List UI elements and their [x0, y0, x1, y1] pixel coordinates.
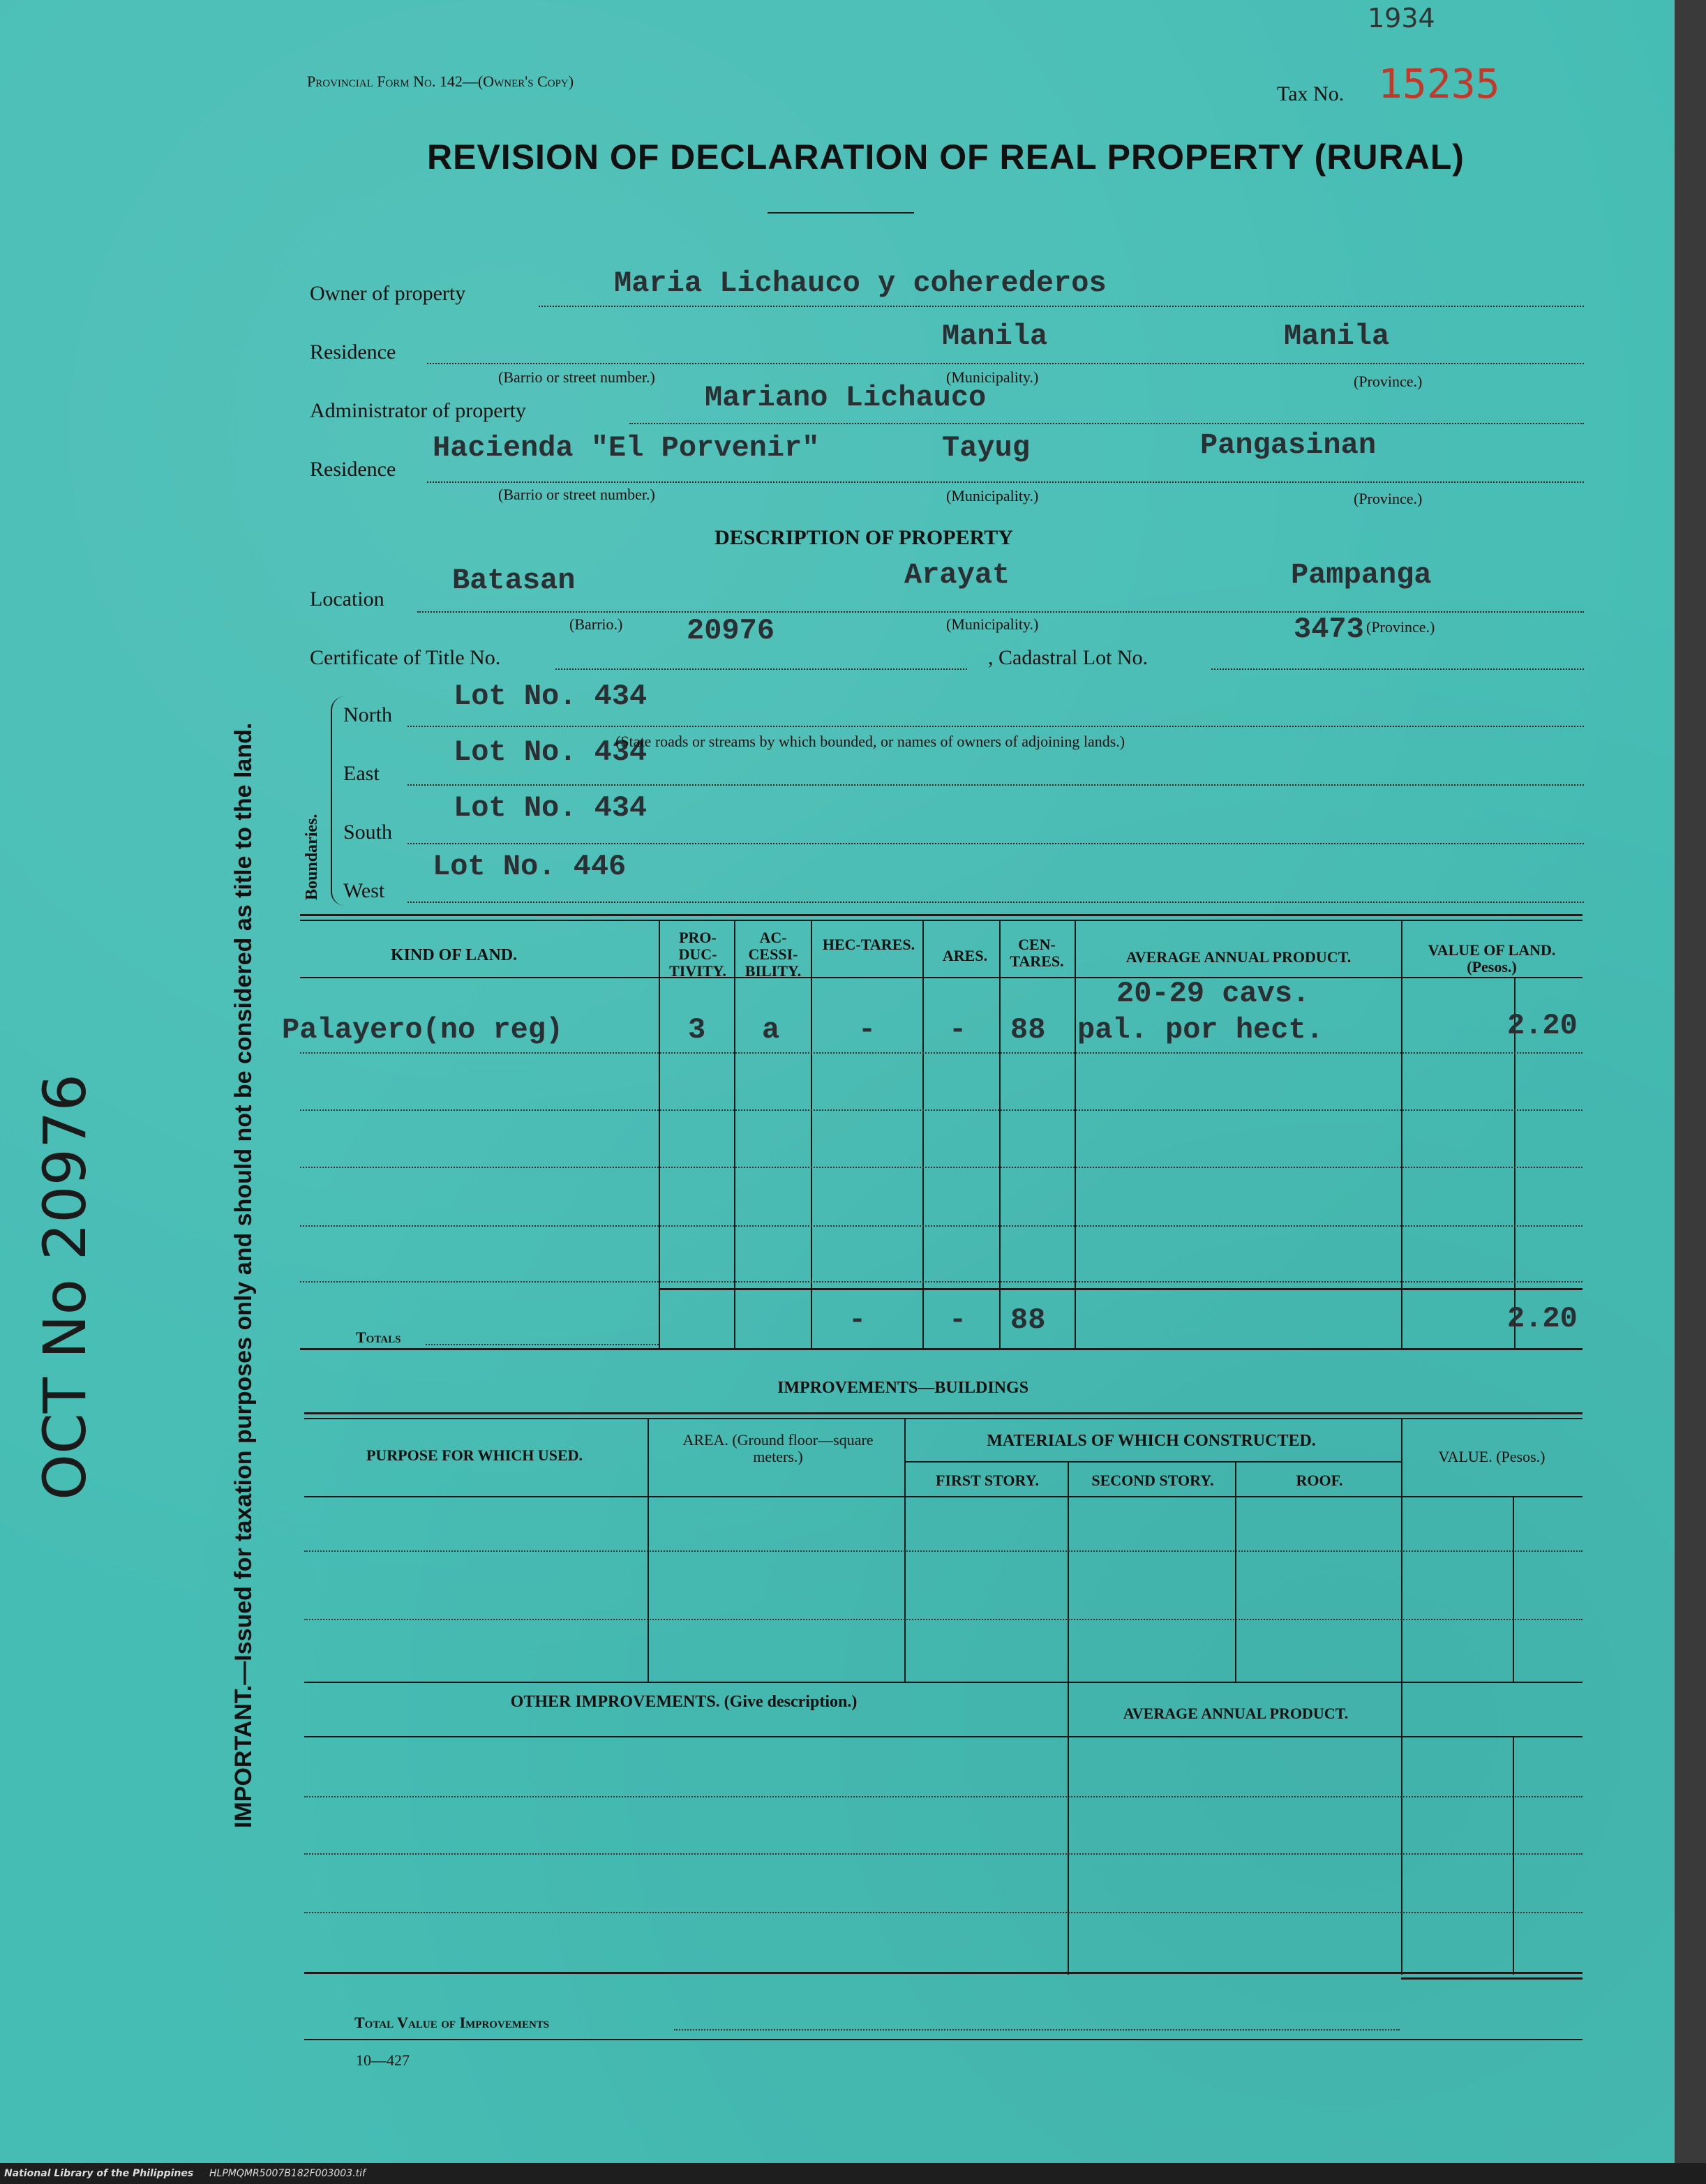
hectares-header: HEC-TARES.	[822, 936, 915, 953]
other-improvements-header: OTHER IMPROVEMENTS. (Give description.)	[510, 1693, 858, 1711]
east-label: East	[343, 762, 380, 785]
important-notice: IMPORTANT.—Issued for taxation purposes only and should not be considered as title to the land.	[230, 722, 257, 1828]
totals-rule	[659, 1288, 1582, 1290]
barrio-caption-2: (Barrio or street number.)	[498, 486, 655, 503]
land-productivity-value: 3	[688, 1013, 706, 1047]
south-value: Lot No. 434	[454, 791, 648, 825]
improvements-heading: IMPROVEMENTS—BUILDINGS	[777, 1379, 1029, 1397]
municipality-caption-3: (Municipality.)	[946, 615, 1039, 633]
value-of-land-header: VALUE OF LAND. (Pesos.)	[1428, 941, 1556, 976]
print-code: 10—427	[356, 2051, 410, 2069]
residence-line	[427, 363, 1584, 364]
land-table-bottom	[300, 1348, 1582, 1350]
location-barrio: Batasan	[452, 564, 576, 597]
tax-no-label: Tax No.	[1277, 82, 1345, 105]
residence-label: Residence	[310, 341, 396, 364]
land-ares-value: -	[949, 1013, 967, 1047]
owner-municipality: Manila	[942, 320, 1048, 353]
east-value: Lot No. 434	[454, 735, 648, 769]
totals-ares: -	[949, 1303, 967, 1337]
municipality-caption: (Municipality.)	[946, 368, 1039, 386]
municipality-caption-2: (Municipality.)	[946, 487, 1039, 504]
province-caption-2: (Province.)	[1354, 490, 1423, 507]
archive-name: National Library of the Philippines	[4, 2168, 194, 2179]
admin-residence-label: Residence	[310, 458, 396, 481]
cadastral-line	[1211, 668, 1584, 670]
building-value-header: VALUE. (Pesos.)	[1438, 1448, 1546, 1465]
barrio-caption: (Barrio or street number.)	[498, 368, 655, 386]
land-product-line2: pal. por hect.	[1077, 1013, 1324, 1047]
other-avg-product-header: AVERAGE ANNUAL PRODUCT.	[1123, 1705, 1349, 1722]
handwritten-year: 1934	[1368, 3, 1435, 33]
form-number: Provincial Form No. 142—(Owner's Copy)	[307, 73, 574, 90]
province-caption: (Province.)	[1354, 373, 1423, 390]
title-no-value: 20976	[687, 614, 775, 648]
boundaries-brace	[331, 696, 347, 906]
certificate-line	[555, 668, 967, 670]
north-line	[407, 726, 1584, 727]
boundaries-label: Boundaries.	[303, 814, 321, 900]
west-line	[407, 902, 1584, 903]
north-value: Lot No. 434	[454, 680, 648, 713]
accessibility-header: AC-CESSI-BILITY.	[744, 929, 802, 980]
land-kind-value: Palayero(no reg)	[282, 1013, 564, 1047]
total-value-improvements-label: Total Value of Improvements	[354, 2014, 550, 2031]
certificate-label: Certificate of Title No.	[310, 646, 501, 669]
land-centares-value: 88	[1010, 1013, 1046, 1047]
ares-header: ARES.	[942, 947, 988, 964]
description-heading: DESCRIPTION OF PROPERTY	[714, 526, 1013, 549]
admin-residence-line	[427, 481, 1584, 483]
avg-annual-product-header: AVERAGE ANNUAL PRODUCT.	[1125, 948, 1352, 966]
west-value: Lot No. 446	[433, 850, 627, 883]
administrator-line	[629, 423, 1584, 424]
location-line	[417, 611, 1584, 613]
totals-label: Totals	[356, 1329, 401, 1346]
totals-centares: 88	[1010, 1303, 1046, 1337]
archive-file-id: HLPMQMR5007B182F003003.tif	[209, 2168, 366, 2179]
tax-no-value: 15235	[1378, 60, 1500, 107]
east-line	[407, 784, 1584, 786]
owner-province: Manila	[1284, 320, 1390, 353]
purpose-header: PURPOSE FOR WHICH USED.	[366, 1446, 583, 1464]
admin-municipality: Tayug	[942, 431, 1031, 465]
owner-label: Owner of property	[310, 282, 466, 305]
totals-value: 2.20	[1507, 1302, 1578, 1336]
owner-line	[539, 306, 1584, 307]
north-label: North	[343, 703, 392, 726]
south-label: South	[343, 821, 393, 844]
land-product-line1: 20-29 cavs.	[1116, 977, 1310, 1010]
productivity-header: PRO-DUC-TIVITY.	[669, 929, 726, 980]
south-line	[407, 843, 1584, 844]
location-province: Pampanga	[1291, 558, 1432, 592]
west-label: West	[343, 879, 385, 902]
cadastral-lot-value: 3473	[1294, 613, 1364, 646]
boundaries-instruction: (State roads or streams by which bounded, or names of owners of adjoining lands.)	[615, 733, 1125, 750]
archive-footer	[0, 2163, 1706, 2184]
materials-header: MATERIALS OF WHICH CONSTRUCTED.	[987, 1432, 1316, 1450]
kind-of-land-header: KIND OF LAND.	[391, 946, 518, 964]
land-value: 2.20	[1507, 1009, 1578, 1042]
admin-province: Pangasinan	[1200, 428, 1377, 462]
land-accessibility-value: a	[762, 1013, 780, 1047]
cadastral-label: , Cadastral Lot No.	[988, 646, 1148, 669]
roof-header: ROOF.	[1296, 1472, 1343, 1489]
title-rule	[768, 212, 914, 214]
land-header-rule	[300, 977, 1582, 978]
land-table-top	[300, 914, 1582, 916]
form-title: REVISION OF DECLARATION OF REAL PROPERTY (RURAL)	[427, 137, 1465, 177]
second-story-header: SECOND STORY.	[1091, 1472, 1214, 1489]
province-caption-3: (Province.)	[1366, 618, 1435, 636]
totals-hectares: -	[848, 1303, 867, 1337]
location-label: Location	[310, 588, 384, 611]
location-municipality: Arayat	[904, 558, 1010, 592]
administrator-label: Administrator of property	[310, 399, 526, 422]
handwritten-octn: OCT No 20976	[31, 1074, 99, 1500]
administrator-value: Mariano Lichauco	[705, 381, 987, 414]
land-hectares-value: -	[858, 1013, 876, 1047]
centares-header: CEN-TARES.	[1010, 936, 1064, 971]
owner-value: Maria Lichauco y coherederos	[614, 267, 1107, 300]
admin-barrio: Hacienda "El Porvenir"	[433, 431, 820, 465]
barrio-caption-3: (Barrio.)	[569, 615, 623, 633]
first-story-header: FIRST STORY.	[935, 1472, 1039, 1489]
area-header: AREA. (Ground floor—square meters.)	[682, 1431, 874, 1466]
